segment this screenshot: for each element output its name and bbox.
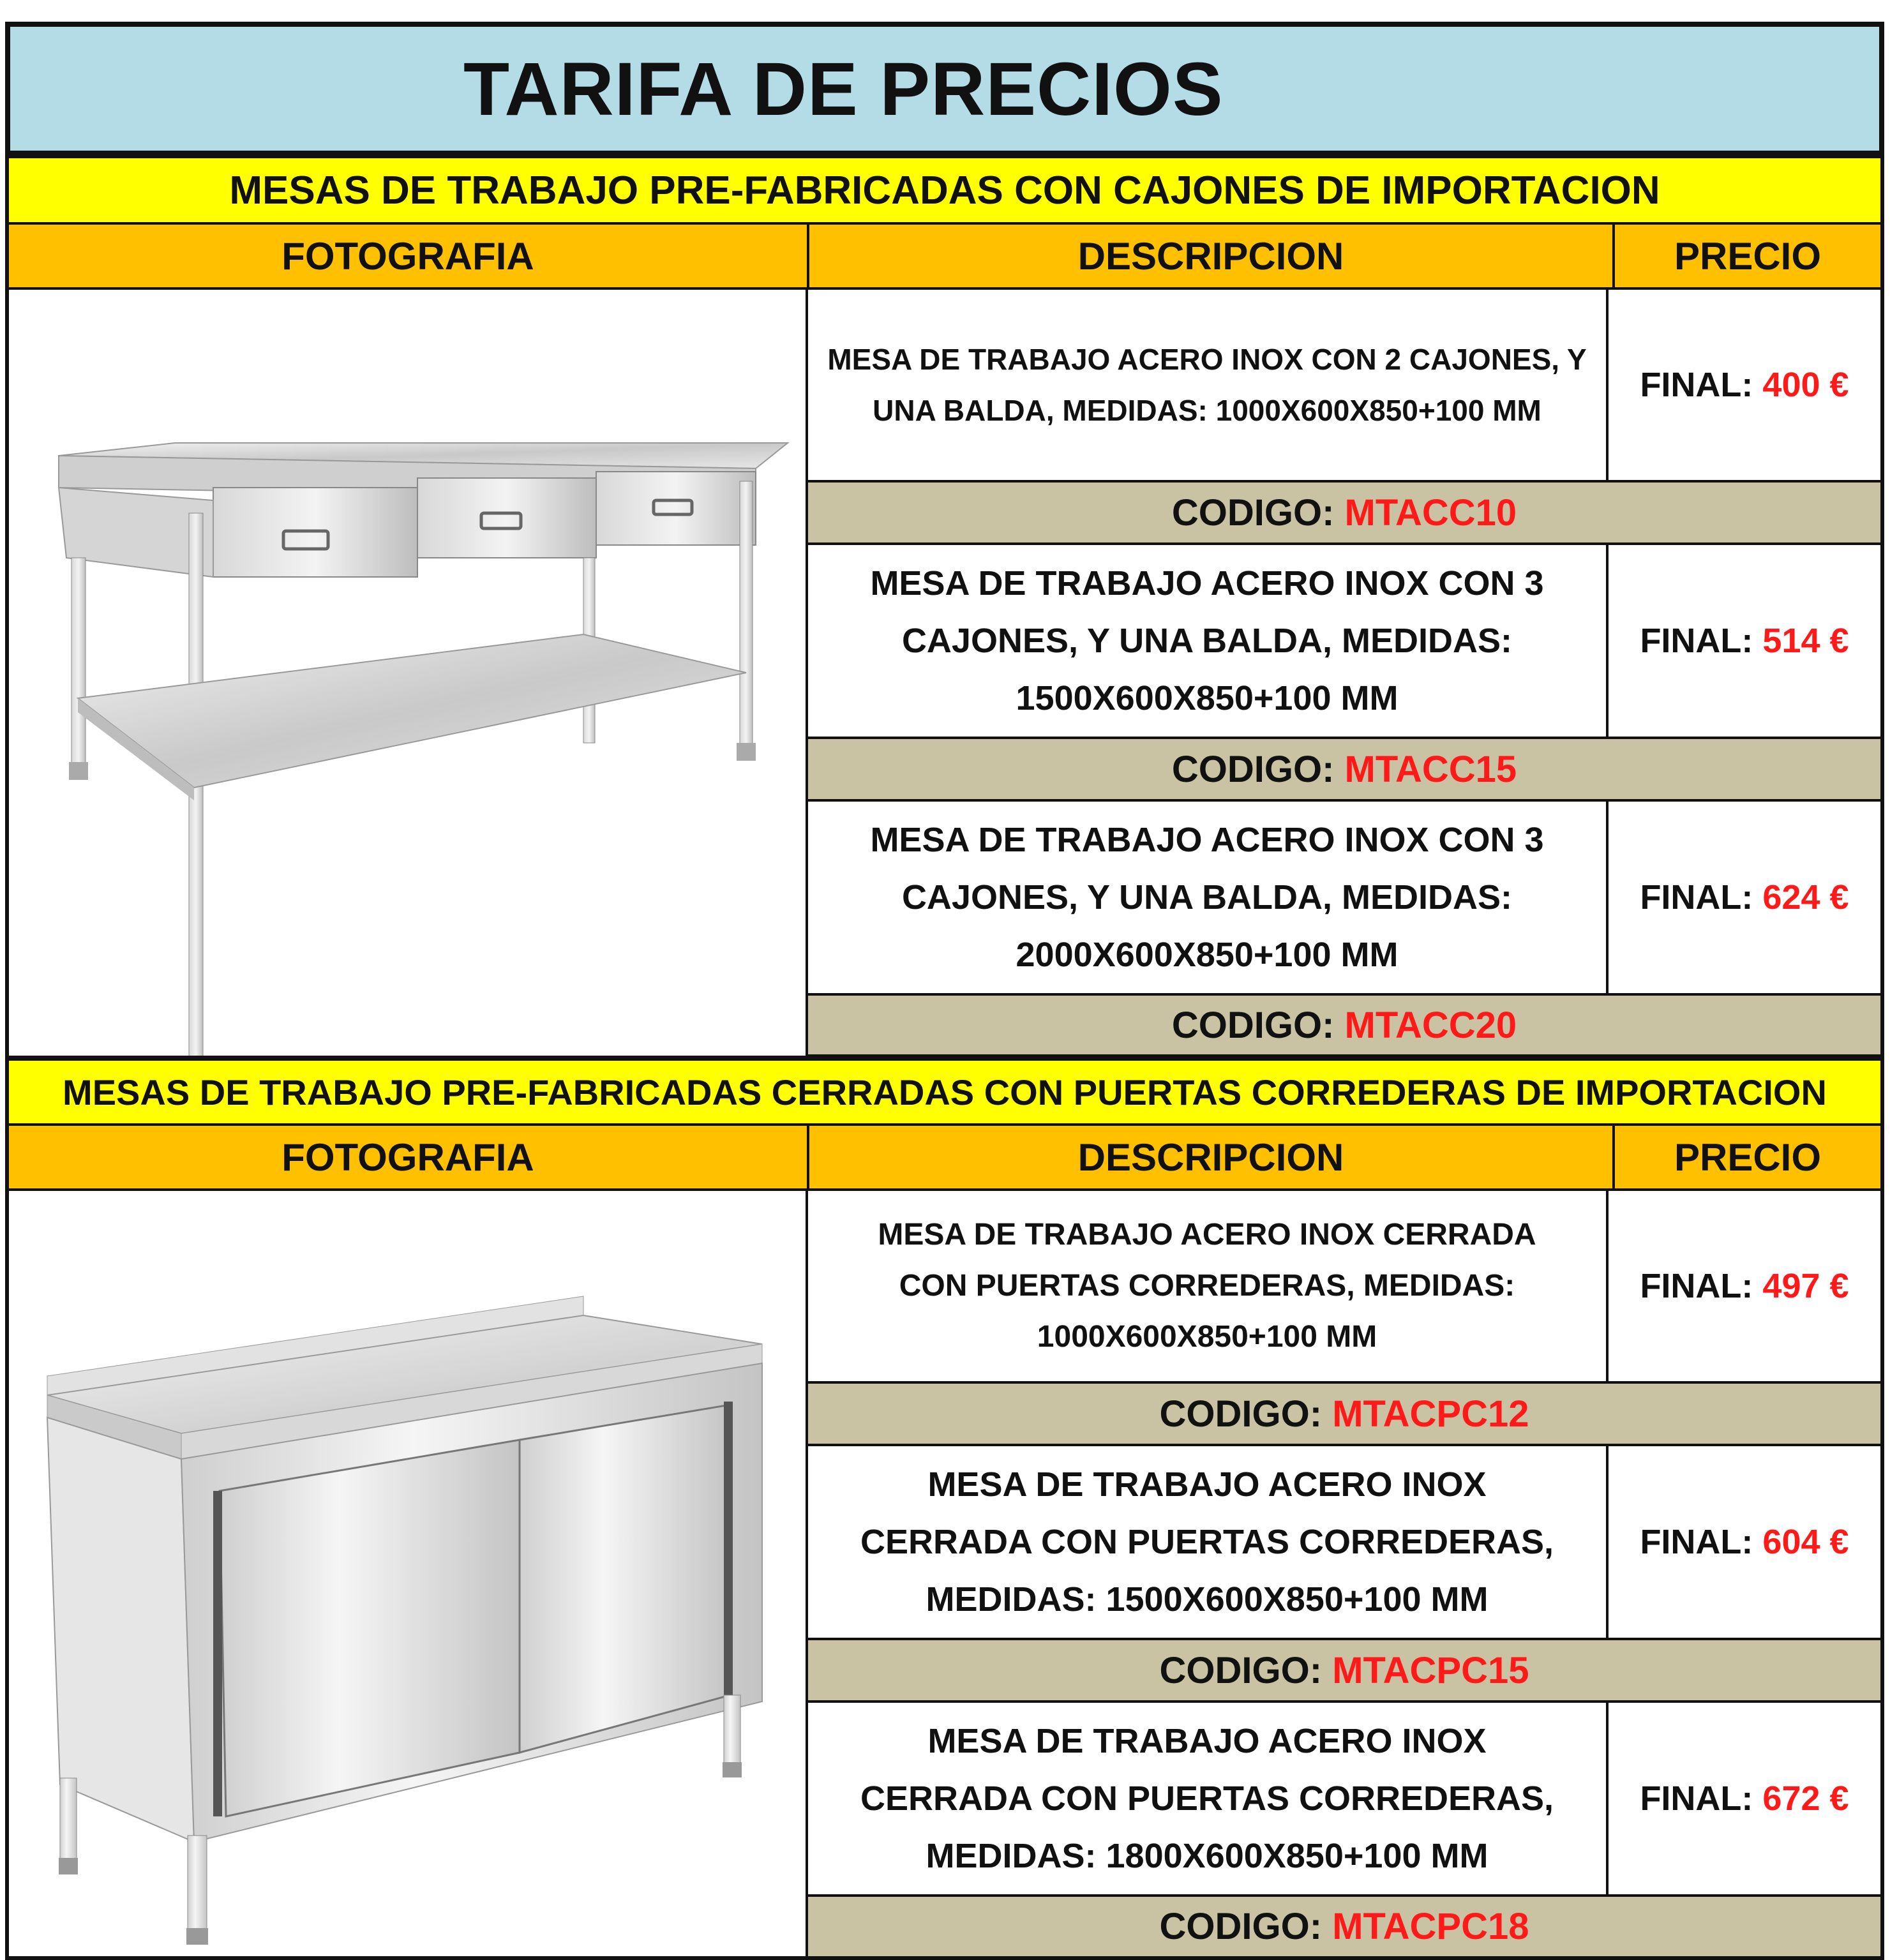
section-heading [9, 1056, 1880, 1126]
price-value: 497 € [1762, 1267, 1849, 1305]
product-photo-cell [9, 290, 808, 1056]
code-row [806, 993, 1880, 1057]
code-label: CODIGO: [1171, 491, 1335, 534]
code-label: CODIGO: [1159, 1906, 1323, 1947]
column-header-row [9, 1126, 1880, 1191]
column-header-price: PRECIO [1674, 1135, 1822, 1179]
code-row [806, 1894, 1880, 1956]
code-label: CODIGO: [1171, 748, 1335, 790]
price-label: FINAL: [1640, 1779, 1753, 1818]
product-description: MESA DE TRABAJO ACERO INOX CERRADA CON PUERTAS CORREDERAS, MEDIDAS: 1500X600X850+100 MM [806, 1446, 1609, 1638]
code-value: MTACC10 [1344, 491, 1517, 534]
product-photo-cell [9, 1191, 808, 1956]
column-header-price: PRECIO [1674, 234, 1822, 278]
column-header-row [9, 225, 1880, 290]
price-cell [1609, 1446, 1880, 1638]
code-value: MTACC20 [1344, 1004, 1517, 1046]
price-cell [1609, 802, 1880, 993]
sliding-door-cabinet-photo [9, 1191, 808, 1956]
code-row [806, 480, 1880, 545]
section-heading-text: MESAS DE TRABAJO PRE-FABRICADAS CERRADAS CON PUERTAS CORREDERAS DE IMPORTACION [63, 1072, 1827, 1112]
code-value: MTACC15 [1344, 748, 1517, 790]
column-header-photo: FOTOGRAFIA [281, 234, 534, 278]
code-row [806, 737, 1880, 802]
code-value: MTACPC12 [1332, 1393, 1529, 1435]
price-value: 672 € [1762, 1779, 1849, 1818]
price-cell [1609, 1703, 1880, 1894]
product-description: MESA DE TRABAJO ACERO INOX CON 3 CAJONES, Y UNA BALDA, MEDIDAS: 2000X600X850+100 MM [806, 802, 1609, 993]
drawer-table-photo [9, 290, 808, 1056]
price-label: FINAL: [1640, 1523, 1753, 1561]
code-row [806, 1381, 1880, 1446]
column-header-photo: FOTOGRAFIA [281, 1135, 534, 1179]
price-label: FINAL: [1640, 1267, 1753, 1305]
code-row [806, 1638, 1880, 1703]
code-value: MTACPC15 [1332, 1649, 1529, 1691]
price-label: FINAL: [1640, 878, 1753, 916]
price-cell [1609, 290, 1880, 480]
page-title: TARIFA DE PRECIOS [463, 47, 1224, 131]
section-heading-text: MESAS DE TRABAJO PRE-FABRICADAS CON CAJONES DE IMPORTACION [229, 168, 1660, 213]
code-label: CODIGO: [1159, 1393, 1323, 1435]
column-header-description: DESCRIPCION [807, 225, 1615, 287]
price-label: FINAL: [1640, 366, 1753, 404]
price-value: 514 € [1762, 622, 1849, 660]
section-heading [9, 156, 1880, 225]
product-description: MESA DE TRABAJO ACERO INOX CERRADA CON PUERTAS CORREDERAS, MEDIDAS: 1800X600X850+100 MM [806, 1703, 1609, 1894]
code-label: CODIGO: [1159, 1649, 1323, 1691]
price-value: 624 € [1762, 878, 1849, 916]
code-value: MTACPC18 [1332, 1906, 1529, 1947]
price-cell [1609, 545, 1880, 737]
product-description: MESA DE TRABAJO ACERO INOX CON 3 CAJONES, Y UNA BALDA, MEDIDAS: 1500X600X850+100 MM [806, 545, 1609, 737]
column-header-description: DESCRIPCION [807, 1126, 1615, 1188]
price-cell [1609, 1191, 1880, 1381]
price-value: 400 € [1762, 366, 1849, 404]
product-description: MESA DE TRABAJO ACERO INOX CERRADA CON PUERTAS CORREDERAS, MEDIDAS: 1000X600X850+100 MM [806, 1191, 1609, 1381]
code-label: CODIGO: [1171, 1004, 1335, 1046]
price-value: 604 € [1762, 1523, 1849, 1561]
page-title-banner [5, 22, 1884, 156]
product-description: MESA DE TRABAJO ACERO INOX CON 2 CAJONES, Y UNA BALDA, MEDIDAS: 1000X600X850+100 MM [806, 290, 1609, 480]
price-label: FINAL: [1640, 622, 1753, 660]
